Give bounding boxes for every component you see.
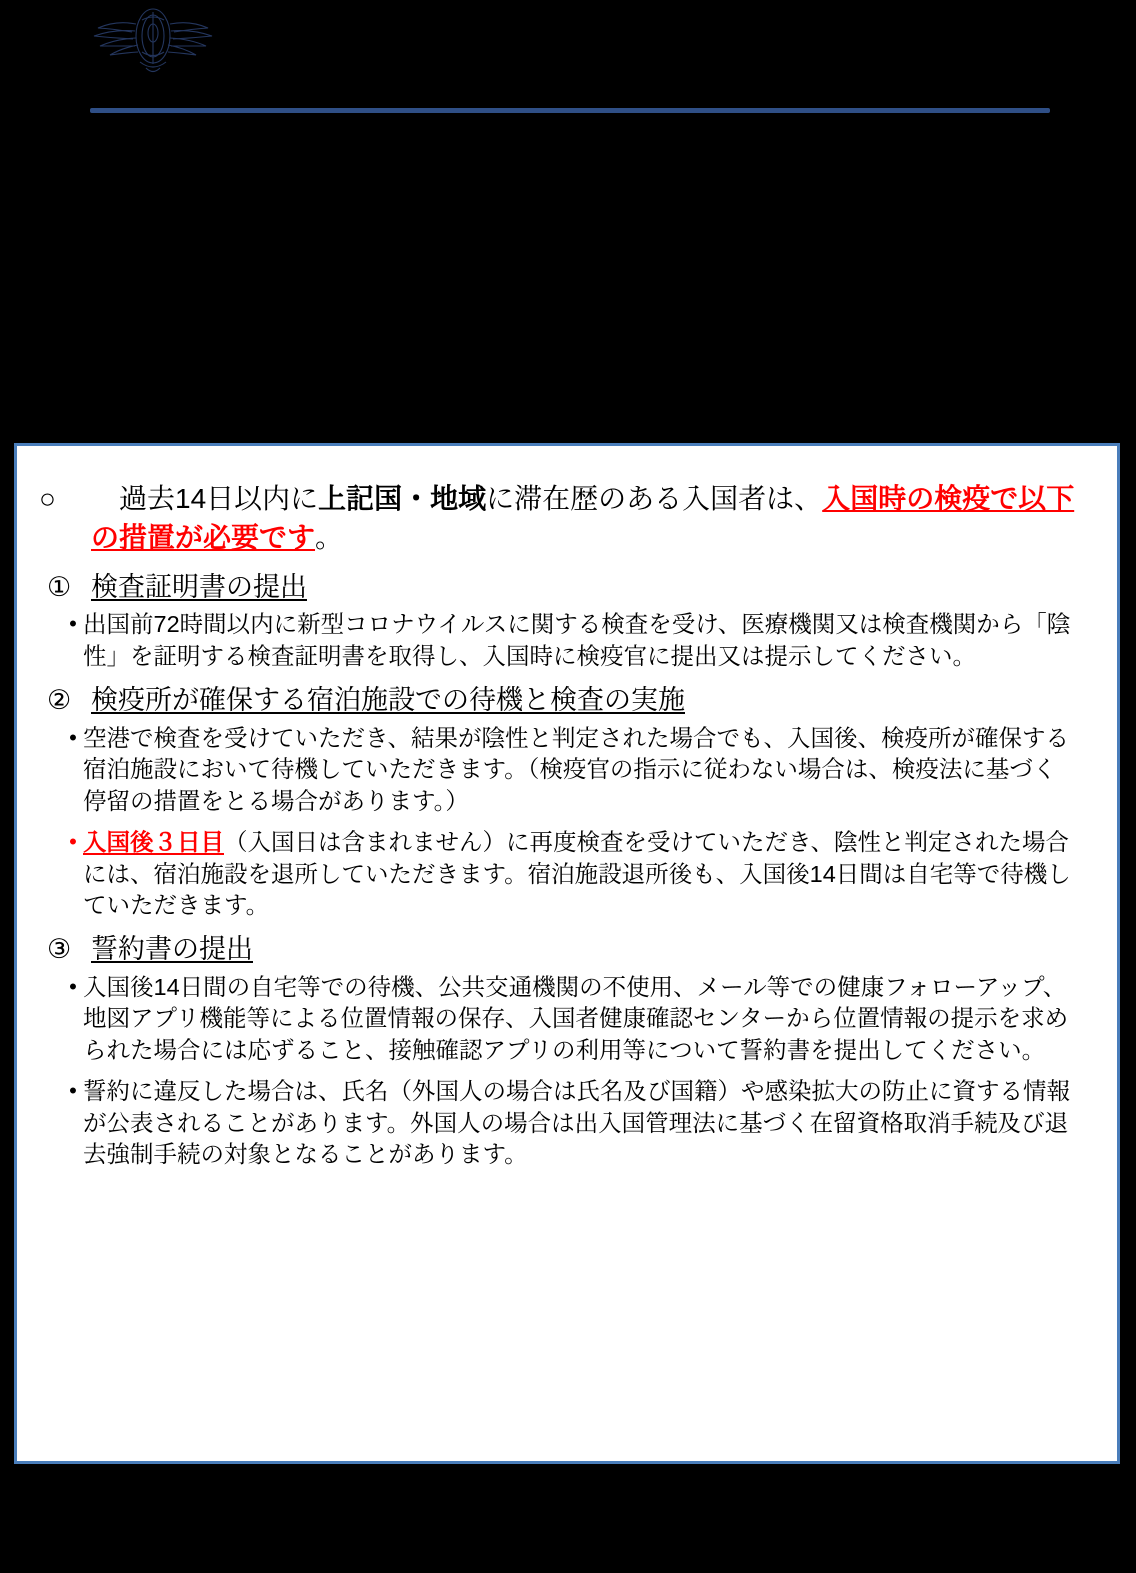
section-2-number: ② [47,685,72,716]
lead-part1: 過去14日以内に [91,483,319,514]
section-1-number: ① [47,572,72,603]
section-2-bullets [39,723,1091,922]
section-1-title: 検査証明書の提出 [91,572,307,603]
lead-paragraph [39,480,1091,557]
page-header [0,0,1136,140]
section-3-number: ③ [47,934,72,965]
list-item-text: 出国前72時間以内に新型コロナウイルスに関する検査を受け、医療機関又は検査機関から「陰性」を証明する検査証明書を取得し、入国時に検疫官に提出又は提示してください。 [83,611,1071,669]
list-item-emphasis: 入国後３日目 [83,829,224,856]
header-divider [90,108,1050,113]
lead-part2: に滞在歴のある入国者は、 [486,483,823,514]
list-item-text: 入国後14日間の自宅等での待機、公共交通機関の不使用、メール等での健康フォローアップ、地図アプリ機能等による位置情報の保存、入国者健康確認センターから位置情報の提示を求められた場合には応ずること、接触確認アプリの利用等について誓約書を提出してください。 [83,973,1069,1063]
government-emblem-icon [88,2,218,80]
list-item-text [83,827,1091,921]
circle-marker-icon: ○ [39,483,56,514]
lead-red-emphasis: 入国時の検疫で以下の措置が必要です [91,483,1075,553]
list-item [39,609,1091,672]
bullet-dot-icon: • [69,611,77,637]
list-item [39,972,1091,1066]
measures-panel [14,443,1120,1464]
bullet-dot-icon: • [69,1078,77,1104]
bullet-dot-icon: • [69,724,77,750]
section-3-heading [39,931,1091,967]
lead-text [91,480,1091,557]
section-3-bullets [39,972,1091,1171]
lead-part3: 。 [315,521,344,553]
list-item-text: 誓約に違反した場合は、氏名（外国人の場合は氏名及び国籍）や感染拡大の防止に資する情報が公表されることがあります。外国人の場合は出入国管理法に基づく在留資格取消手続及び退去強制手続の対象となることがあります。 [83,1078,1070,1168]
section-1-heading [39,569,1091,605]
section-2-title: 検疫所が確保する宿泊施設での待機と検査の実施 [91,685,685,716]
bullet-dot-icon: • [69,829,77,855]
section-3-title: 誓約書の提出 [91,934,253,965]
list-item-text: 空港で検査を受けていただき、結果が陰性と判定された場合でも、入国後、検疫所が確保する宿泊施設において待機していただきます。（検疫官の指示に従わない場合は、検疫法に基づく停留の措置をとる場合があります。） [83,724,1070,814]
section-3 [39,931,1091,1170]
section-2-heading [39,682,1091,718]
section-2 [39,682,1091,921]
section-1 [39,569,1091,672]
bullet-dot-icon: • [69,973,77,999]
list-item [39,827,1091,921]
section-1-bullets [39,609,1091,672]
lead-bold-countries: 上記国・地域 [318,483,487,514]
list-item [39,723,1091,817]
list-item-rest: （入国日は含まれません）に再度検査を受けていただき、陰性と判定された場合には、宿泊施設を退所していただきます。宿泊施設退所後も、入国後14日間は自宅等で待機していただきます。 [83,829,1071,918]
list-item [39,1076,1091,1170]
